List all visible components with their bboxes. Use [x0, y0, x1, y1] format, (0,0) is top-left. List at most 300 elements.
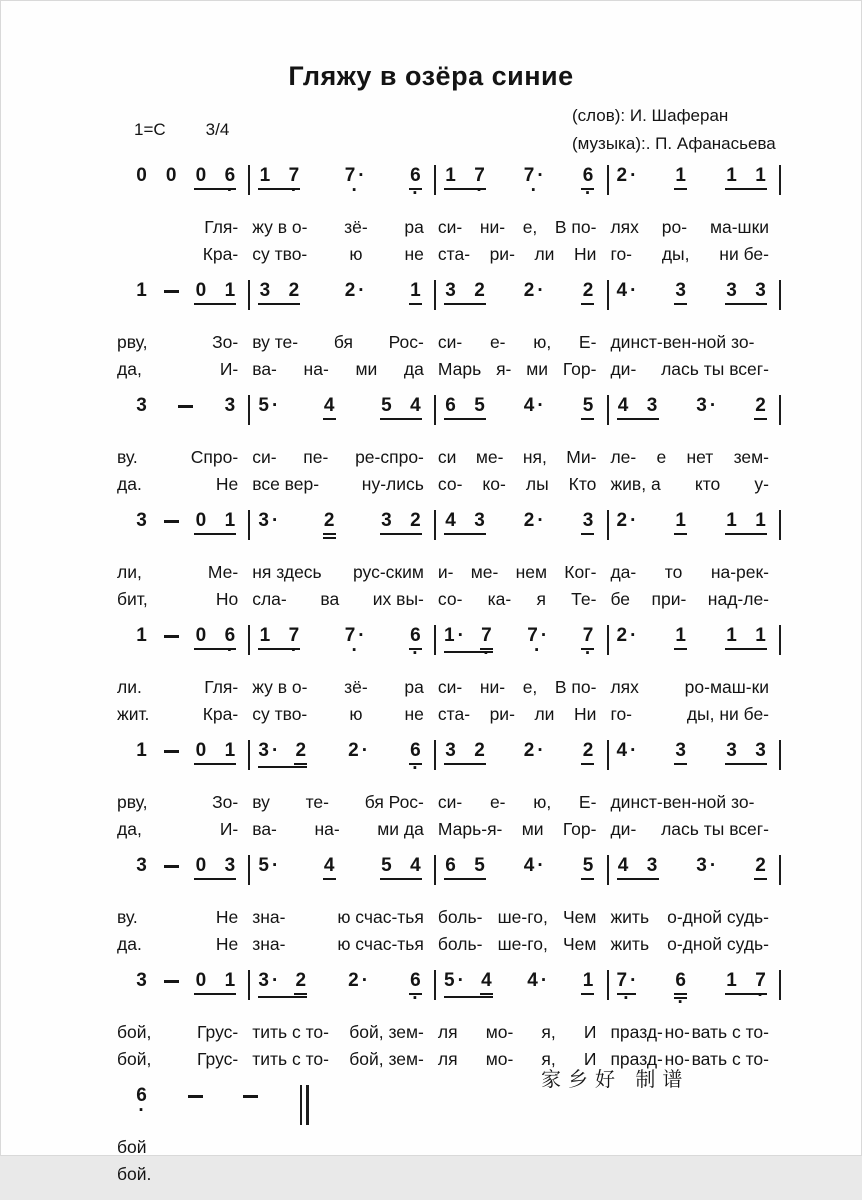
lyrics-measure	[117, 701, 248, 728]
note-digit: 3	[224, 395, 236, 416]
lyrics-measure	[608, 356, 779, 383]
duration-dash	[188, 1095, 203, 1098]
system	[117, 625, 781, 728]
lyric-syllable: Зо-	[212, 792, 239, 812]
lyrics-measure	[608, 904, 779, 931]
barline-spacer	[779, 701, 781, 728]
note	[409, 855, 422, 877]
note-digit: 1	[224, 510, 236, 531]
lyric-syllable: ю счас-тья	[337, 907, 424, 927]
note	[348, 970, 368, 992]
note-digit: 3	[136, 970, 147, 991]
lyrics-measure	[117, 444, 248, 471]
note-digit: 2	[582, 280, 594, 301]
beam-notes	[725, 165, 767, 187]
note-digit: 2	[474, 280, 485, 301]
lyrics-measure	[436, 444, 607, 471]
beam-group	[725, 740, 767, 765]
note-digit: 2 ·	[523, 510, 544, 531]
duration-dash	[164, 980, 179, 983]
barline-spacer	[779, 444, 781, 471]
beam-notes	[444, 855, 486, 877]
note	[725, 280, 738, 302]
beam-line	[725, 303, 767, 305]
measure	[117, 970, 248, 995]
note-digit: 1	[224, 280, 236, 301]
note	[480, 970, 493, 995]
lyric-syllable: ра	[404, 217, 424, 237]
note-digit: 5	[582, 395, 594, 416]
beam-group	[444, 625, 493, 653]
lyric-syllable: Е-	[578, 792, 597, 812]
barline-spacer	[779, 904, 781, 931]
note	[617, 280, 637, 302]
augmentation-dot: ·	[630, 970, 637, 991]
augmentation-dot: ·	[537, 740, 544, 761]
note-digit: 2	[288, 280, 300, 301]
lyric-syllable: празд-	[610, 1049, 663, 1069]
note	[725, 625, 738, 647]
note-digit: 2	[755, 395, 766, 416]
lyrics-measure	[608, 586, 779, 613]
lyric-syllable: Грус-	[197, 1049, 239, 1069]
lyric-syllable: на-	[303, 359, 329, 379]
beam-notes	[725, 510, 767, 532]
beam-line	[725, 763, 767, 765]
lyrics-measure	[436, 241, 607, 268]
note-digit: 6	[582, 165, 594, 186]
lyric-syllable: Те-	[571, 589, 597, 609]
note	[223, 510, 236, 532]
note-digit: 3	[381, 510, 392, 531]
note-digit: 2	[582, 740, 594, 761]
lyrics-measure	[250, 214, 434, 241]
note-digit: 3	[445, 740, 456, 761]
note	[258, 740, 278, 765]
beam-line	[258, 766, 307, 768]
lyrics-measure	[608, 701, 779, 728]
lyric-syllable: ля	[437, 1049, 458, 1069]
lyric-syllable: ни-	[479, 217, 506, 237]
measure	[250, 280, 434, 305]
note	[223, 740, 236, 762]
notation-row	[117, 855, 781, 891]
lyric-syllable: зё-	[344, 217, 368, 237]
lyrics-measure	[608, 1019, 779, 1046]
note	[409, 280, 422, 305]
lyrics-measure	[117, 241, 248, 268]
lyric-syllable: ле-	[610, 447, 637, 467]
duration-dash	[178, 405, 193, 408]
note	[258, 395, 278, 417]
beam-group	[725, 280, 767, 305]
note-digit: 3	[582, 510, 594, 531]
note	[323, 510, 336, 539]
underline	[581, 648, 594, 650]
augmentation-dot: ·	[537, 395, 544, 416]
note	[444, 395, 457, 417]
lyrics-row	[117, 816, 781, 843]
lyric-syllable: ми да	[377, 819, 424, 839]
note-digit: 0	[195, 970, 207, 991]
note	[258, 510, 278, 532]
note-digit: 4	[617, 855, 629, 876]
note	[135, 1085, 148, 1107]
lyric-syllable: си	[437, 447, 457, 467]
lyric-syllable: ри-	[489, 244, 515, 264]
lyrics-measure	[436, 701, 607, 728]
note-digit: 1	[726, 625, 737, 646]
note-digit: 3	[755, 280, 766, 301]
note	[617, 970, 637, 995]
note	[646, 855, 659, 877]
lyrics-measure	[250, 241, 434, 268]
lyrics-measure	[436, 1019, 607, 1046]
lyric-syllable: на-рек-	[710, 562, 770, 582]
beam-group	[444, 510, 486, 535]
lyric-syllable: но-	[664, 1049, 690, 1069]
underline	[754, 878, 767, 880]
measure	[609, 740, 780, 765]
lyric-syllable: но-	[664, 1022, 690, 1042]
lyric-syllable: си-	[437, 677, 463, 697]
note-digit: 4 ·	[527, 970, 548, 991]
barline-spacer	[779, 329, 781, 356]
note-digit: 5 ·	[258, 395, 279, 416]
note-digit: 4	[323, 855, 335, 876]
note	[165, 165, 178, 187]
note-digit: 0	[136, 165, 147, 186]
underline	[581, 303, 594, 305]
beam-notes	[258, 625, 300, 647]
note	[524, 740, 544, 762]
note-digit: 3 ·	[696, 855, 717, 876]
note-digit: 5	[381, 395, 392, 416]
lyric-syllable: Гор-	[562, 359, 597, 379]
beam-group	[258, 625, 300, 650]
note	[258, 970, 278, 995]
note-digit: 1	[259, 625, 271, 646]
note-digit: 6	[136, 1085, 147, 1106]
augmentation-dot: ·	[630, 280, 637, 301]
note-digit: 2 ·	[344, 280, 365, 301]
note	[725, 165, 738, 187]
measure	[609, 510, 780, 535]
note	[524, 395, 544, 417]
lyric-syllable: зна-	[252, 907, 286, 927]
underline	[480, 648, 493, 650]
lyric-syllable: пе-	[303, 447, 329, 467]
measure	[436, 165, 607, 190]
lyric-syllable: Чем	[563, 907, 597, 927]
note-digit: 6	[410, 165, 421, 186]
notation-row	[117, 740, 781, 776]
measure	[117, 1085, 270, 1107]
barline-spacer	[779, 789, 781, 816]
underline	[294, 763, 307, 765]
beam-line	[194, 533, 236, 535]
note	[444, 510, 457, 532]
lyric-syllable: ме-	[475, 447, 504, 467]
beam-notes	[380, 855, 422, 877]
lyrics-measure	[250, 816, 434, 843]
note	[194, 165, 207, 187]
lyrics-measure	[117, 1161, 270, 1188]
lyric-syllable: рус-ским	[353, 562, 424, 582]
lyric-syllable: рву,	[117, 792, 148, 812]
note	[348, 740, 368, 762]
lyric-syllable: жив, а	[610, 474, 661, 494]
lyric-syllable: жит.	[117, 704, 150, 724]
note-digit: 4 ·	[616, 740, 637, 761]
underline	[674, 648, 687, 650]
note	[135, 165, 148, 187]
underline	[674, 997, 687, 999]
beam-group	[444, 280, 486, 305]
note-digit: 0	[195, 165, 207, 186]
barline	[779, 510, 781, 540]
note-digit: 6	[224, 625, 236, 646]
beam-line	[194, 303, 236, 305]
lyric-syllable: И	[583, 1022, 597, 1042]
beam-notes	[380, 395, 422, 417]
note	[617, 625, 637, 647]
lyric-syllable: ва-	[252, 819, 277, 839]
lyric-syllable: ро-	[661, 217, 688, 237]
lyric-syllable: вать с то-	[691, 1022, 769, 1042]
beam-group	[617, 395, 659, 420]
note	[444, 970, 464, 995]
augmentation-dot: ·	[540, 625, 548, 646]
measure	[250, 165, 434, 190]
augmentation-dot: ·	[630, 625, 637, 646]
beam-group	[194, 855, 236, 880]
lyric-syllable: лях	[610, 677, 639, 697]
note	[754, 740, 767, 762]
lyric-syllable: ли,	[117, 562, 142, 582]
measure	[250, 395, 434, 420]
note-digit: 0	[195, 625, 207, 646]
beam-notes	[444, 280, 486, 302]
lyrics-measure	[436, 329, 607, 356]
augmentation-dot: ·	[537, 165, 544, 186]
beam-group	[194, 280, 236, 305]
beam-line	[380, 878, 422, 880]
beam-line	[725, 188, 767, 190]
note	[444, 855, 457, 877]
beam-notes	[444, 395, 486, 417]
beam-group	[725, 165, 767, 190]
note-digit: 2 ·	[523, 740, 544, 761]
lyrics-measure	[117, 1046, 248, 1073]
barline-spacer	[779, 816, 781, 843]
measure	[117, 280, 248, 305]
note-digit: 4	[445, 510, 456, 531]
note	[258, 165, 271, 187]
note	[754, 855, 767, 880]
barline	[779, 740, 781, 770]
note	[524, 165, 544, 187]
lyric-syllable: ву те-	[252, 332, 299, 352]
lyric-syllable: да-	[610, 562, 637, 582]
lyric-syllable: Е-	[578, 332, 597, 352]
note	[581, 395, 594, 420]
augmentation-dot: ·	[271, 395, 279, 416]
lyrics-measure	[250, 674, 434, 701]
measure	[436, 395, 607, 420]
augmentation-dot: ·	[630, 740, 637, 761]
underline	[409, 763, 422, 765]
note	[524, 280, 544, 302]
note	[524, 510, 544, 532]
note	[473, 165, 486, 187]
notation-row	[117, 510, 781, 546]
lyric-syllable: при-	[651, 589, 687, 609]
note	[223, 625, 236, 647]
lyric-syllable: е-	[489, 332, 506, 352]
composer-credit: (музыка):. П. Афанасьева	[572, 134, 776, 153]
beam-line	[617, 418, 659, 420]
lyric-syllable: бой,	[117, 1049, 152, 1069]
note-digit: 1	[755, 165, 766, 186]
beam-line	[444, 418, 486, 420]
lyrics-row	[117, 1134, 781, 1161]
lyric-syllable: лась ты всег-	[661, 359, 770, 379]
lyric-syllable: Гля-	[204, 217, 239, 237]
measure	[609, 855, 780, 880]
lyric-syllable: бя Рос-	[364, 792, 424, 812]
lyrics-measure	[250, 1019, 434, 1046]
beam-group	[258, 280, 300, 305]
note	[258, 625, 271, 647]
time-signature: 3/4	[205, 120, 230, 139]
note-digit: 2	[295, 970, 307, 991]
note-digit: 3 ·	[258, 740, 279, 761]
note-digit: 3	[259, 280, 271, 301]
lyric-syllable: В по-	[554, 677, 597, 697]
lyrics-measure	[608, 214, 779, 241]
note-digit: 0	[195, 280, 207, 301]
augmentation-dot: ·	[537, 280, 544, 301]
augmentation-dot: ·	[457, 625, 464, 646]
note-digit: 7 ·	[523, 165, 544, 186]
note	[409, 970, 422, 995]
lyrics-measure	[436, 586, 607, 613]
note-digit: 3	[474, 510, 485, 531]
lyrics-measure	[608, 444, 779, 471]
lyrics-measure	[250, 586, 434, 613]
notation-row	[117, 625, 781, 661]
lyrics-measure	[250, 1046, 434, 1073]
lyric-syllable: да,	[117, 819, 142, 839]
beam-group	[444, 740, 486, 765]
note	[409, 510, 422, 532]
note	[581, 280, 594, 305]
beam-notes	[617, 395, 659, 417]
lyrics-measure	[117, 789, 248, 816]
note	[294, 970, 307, 995]
lyric-syllable: я,	[541, 1049, 556, 1069]
lyric-syllable: ву.	[117, 447, 138, 467]
song-title: Гляжу в озёра синие	[288, 61, 574, 91]
lyrics-measure	[436, 904, 607, 931]
note	[674, 625, 687, 650]
lyrics-measure	[117, 586, 248, 613]
beam-line	[725, 648, 767, 650]
measure	[117, 625, 248, 650]
lyrics-row	[117, 214, 781, 241]
lyric-syllable: Не	[215, 934, 239, 954]
note-digit: 4	[481, 970, 492, 991]
beam-notes	[194, 970, 236, 992]
lyric-syllable: Чем	[563, 934, 597, 954]
lyric-syllable: ре-спро-	[355, 447, 424, 467]
lyric-syllable: жить	[610, 934, 650, 954]
note-digit: 3	[136, 855, 147, 876]
lyric-syllable: ми	[526, 359, 548, 379]
note-digit: 1	[136, 280, 147, 301]
measure	[436, 280, 607, 305]
note	[674, 510, 687, 535]
lyrics-measure	[250, 444, 434, 471]
note	[223, 395, 236, 417]
note	[696, 395, 716, 417]
barline-spacer	[779, 1019, 781, 1046]
note	[725, 510, 738, 532]
note-digit: 3	[675, 740, 686, 761]
lyric-syllable: тить с то-	[252, 1022, 329, 1042]
notation-row	[117, 970, 781, 1006]
lyric-syllable: сла-	[252, 589, 287, 609]
note-digit: 5 ·	[443, 970, 464, 991]
note	[194, 510, 207, 532]
lyrics-row	[117, 1161, 781, 1188]
score	[117, 165, 781, 1200]
lyric-syllable: Ни	[574, 244, 597, 264]
note	[135, 740, 148, 762]
augmentation-dot: ·	[630, 510, 637, 531]
note-digit: 3	[726, 740, 737, 761]
note	[444, 625, 464, 650]
beam-line	[617, 878, 659, 880]
lyric-syllable: ста-	[437, 704, 471, 724]
beam-line	[444, 763, 486, 765]
measure	[609, 625, 780, 650]
note-digit: 2	[323, 510, 335, 531]
beam-line	[380, 418, 422, 420]
note-digit: 3 ·	[258, 510, 279, 531]
lyric-syllable: у-	[754, 474, 769, 494]
lyric-syllable: ня,	[522, 447, 547, 467]
lyrics-measure	[436, 214, 607, 241]
beam-line	[194, 878, 236, 880]
beam-group	[380, 510, 422, 535]
lyrics-row	[117, 1019, 781, 1046]
underline	[674, 188, 687, 190]
barline	[779, 395, 781, 425]
note-digit: 2	[474, 740, 485, 761]
lyric-syllable: те-	[305, 792, 329, 812]
note-digit: 5	[474, 395, 485, 416]
underline	[409, 188, 422, 190]
lyric-syllable: ю,	[533, 332, 552, 352]
note-digit: 4 ·	[523, 855, 544, 876]
duration-dash	[164, 750, 179, 753]
lyric-syllable: ка-	[487, 589, 512, 609]
measure	[609, 165, 780, 190]
note	[617, 740, 637, 762]
note	[135, 395, 148, 417]
